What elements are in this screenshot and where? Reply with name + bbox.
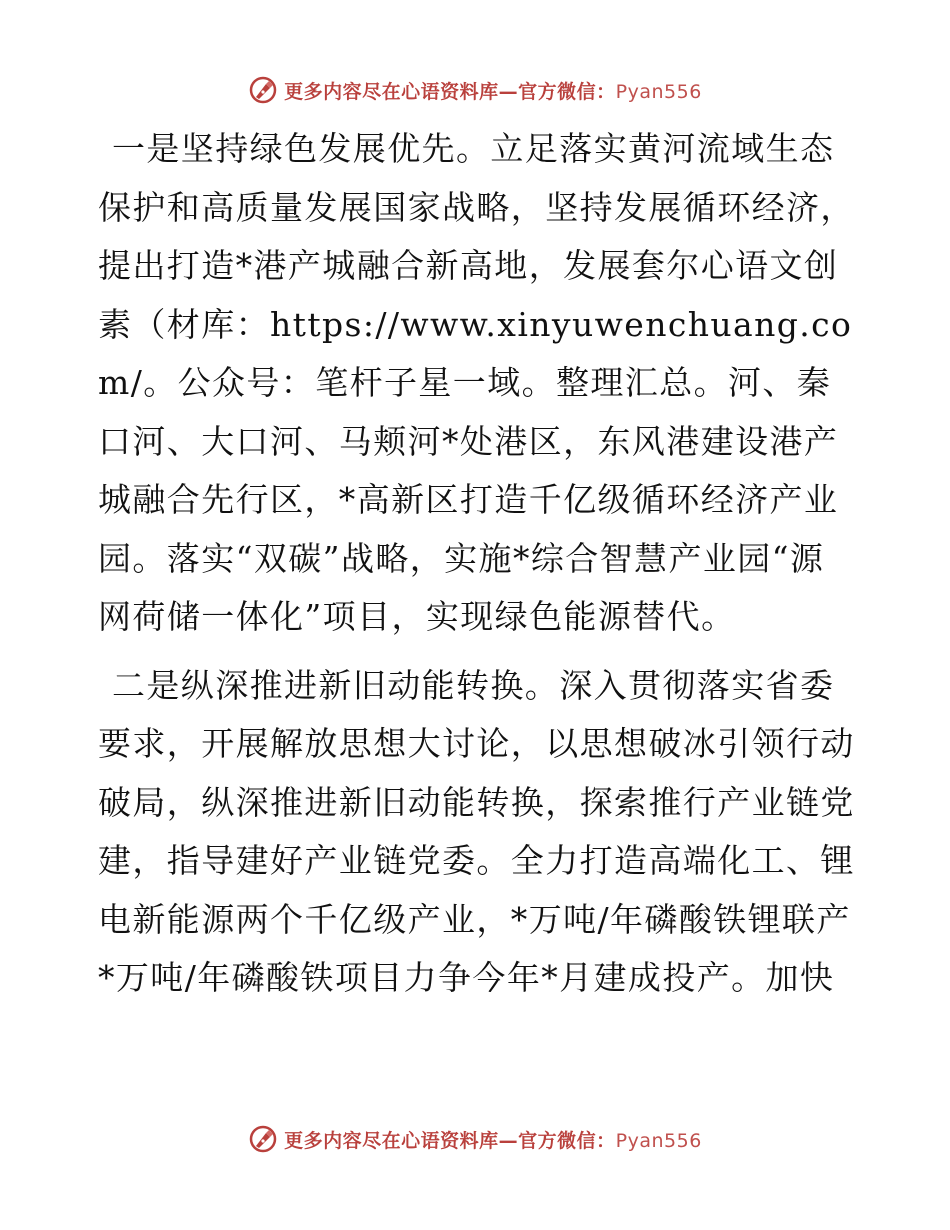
pen-nib-logo-icon [248,75,278,105]
watermark-text: 更多内容尽在心语资料库—官方微信：Pyan556 [284,80,702,103]
paragraph-1: 一是坚持绿色发展优先。立足落实黄河流域生态保护和高质量发展国家战略，坚持发展循环经济，提出打造*港产城融合新高地，发展套尔心语文创素（材库：https://www.xinyuwenchuang.com/。公众号：笔杆子星一域。整理汇总。河、秦口河、大口河、马颊河*处港区，东风港建设港产城融合先行区，*高新区打造千亿级循环经济产业园。落实“双碳”战略，实施*综合智慧产业园“源网荷储一体化”项目，实现绿色能源替代。 [98,129,855,636]
header-watermark [0,73,950,107]
paragraph-2: 二是纵深推进新旧动能转换。深入贯彻落实省委要求，开展解放思想大讨论，以思想破冰引领行动破局，纵深推进新旧动能转换，探索推行产业链党建，指导建好产业链党委。全力打造高端化工、锂电新能源两个千亿级产业，*万吨/年磷酸铁锂联产*万吨/年磷酸铁项目力争今年*月建成投产。加快 [98,665,855,997]
pen-nib-logo-icon [248,1124,278,1154]
watermark-text: 更多内容尽在心语资料库—官方微信：Pyan556 [284,1129,702,1152]
document-body [98,120,858,1008]
footer-watermark [0,1122,950,1156]
